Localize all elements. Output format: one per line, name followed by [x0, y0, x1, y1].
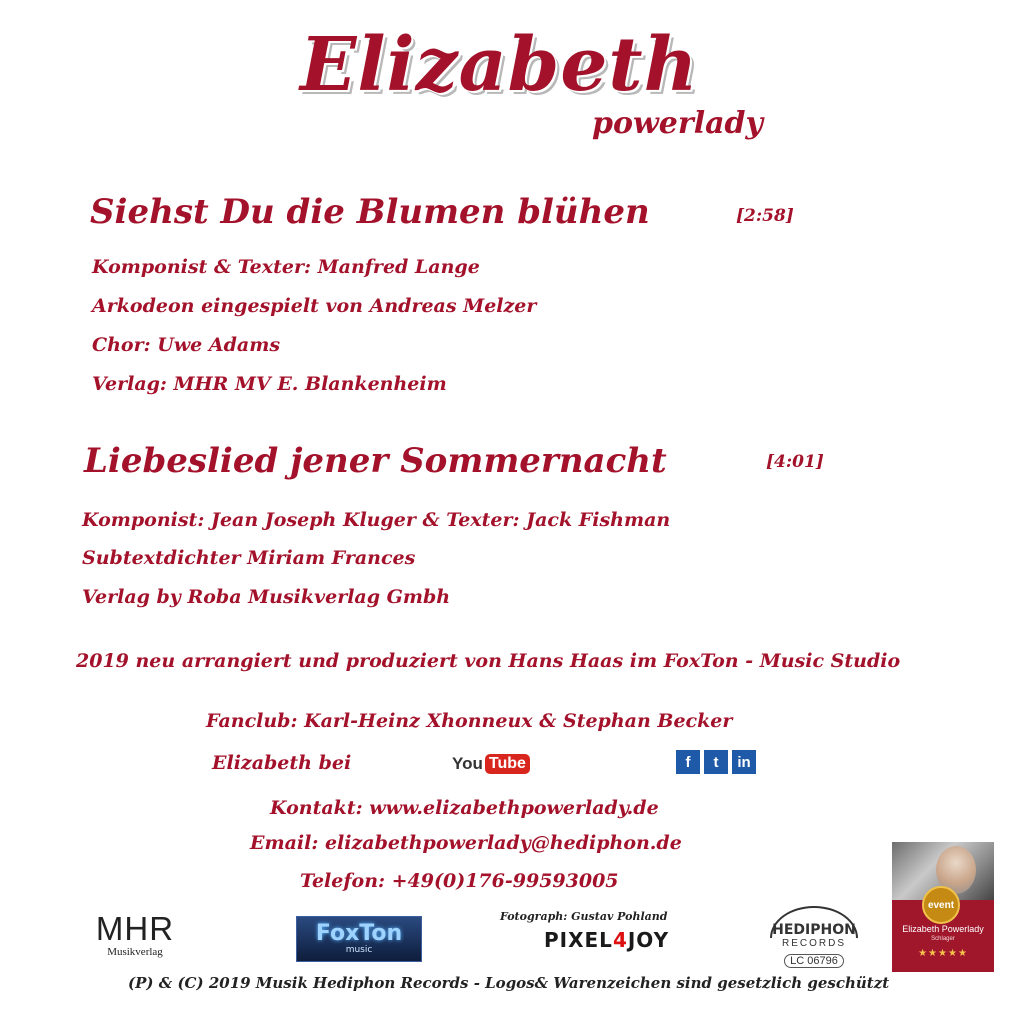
- mhr-logo: [85, 912, 185, 958]
- song-title-2: Liebeslied jener Sommernacht: [84, 441, 667, 481]
- song-2-credit: Subtextdichter Miriam Frances: [82, 547, 416, 569]
- event-card-name: Elizabeth Powerlady: [902, 924, 984, 934]
- youtube-icon: You: [452, 754, 483, 773]
- song-1-credit: Chor: Uwe Adams: [92, 334, 281, 356]
- facebook-icon[interactable]: f: [676, 750, 700, 774]
- song-1-credit: Verlag: MHR MV E. Blankenheim: [92, 373, 447, 395]
- song-1-credit: Komponist & Texter: Manfred Lange: [92, 256, 480, 278]
- song-1-credit: Arkodeon eingespielt von Andreas Melzer: [92, 295, 537, 317]
- foxton-logo-text: FoxTon: [315, 921, 403, 946]
- social-label: Elizabeth bei: [212, 752, 352, 774]
- hediphon-records-text: RECORDS: [781, 938, 846, 949]
- contact-phone: Telefon: +49(0)176-99593005: [300, 870, 619, 892]
- foxton-logo-subtext: music: [345, 945, 373, 955]
- production-note: 2019 neu arrangiert und produziert von Hans Haas im FoxTon - Music Studio: [76, 650, 901, 672]
- song-duration-2: [4:01]: [766, 452, 824, 472]
- pixel4joy-part-c: JOY: [627, 928, 670, 952]
- pixel4joy-part-a: PIXEL: [544, 928, 613, 952]
- fanclub-text: Fanclub: Karl-Heinz Xhonneux & Stephan Becker: [206, 710, 733, 732]
- song-2-credit: Komponist: Jean Joseph Kluger & Texter: Jack Fishman: [82, 509, 671, 531]
- hediphon-logo-text: HEDIPHON: [770, 906, 858, 938]
- mhr-logo-subtext: Musikverlag: [107, 946, 163, 958]
- artist-title: Elizabeth: [300, 22, 699, 108]
- star-rating-icon: ★★★★★: [918, 948, 968, 959]
- pixel4joy-part-b: 4: [612, 928, 628, 952]
- social-icons: [676, 750, 756, 774]
- event-card: [892, 842, 994, 972]
- contact-email[interactable]: Email: elizabethpowerlady@hediphon.de: [250, 832, 682, 854]
- photographer-credit: Fotograph: Gustav Pohland: [500, 910, 668, 923]
- youtube-tube-label: Tube: [485, 754, 530, 774]
- linkedin-icon[interactable]: in: [732, 750, 756, 774]
- foxton-logo: [296, 916, 422, 962]
- mhr-logo-text: MHR: [95, 910, 175, 947]
- artist-subtitle: powerlady: [592, 106, 763, 141]
- song-duration-1: [2:58]: [736, 206, 794, 226]
- label-code: LC 06796: [784, 954, 844, 968]
- youtube-link[interactable]: [452, 752, 530, 776]
- twitter-icon[interactable]: t: [704, 750, 728, 774]
- song-2-credit: Verlag by Roba Musikverlag Gmbh: [82, 586, 451, 608]
- copyright-footer: (P) & (C) 2019 Musik Hediphon Records - Logos& Warenzeichen sind gesetzlich geschützt: [128, 974, 890, 992]
- hediphon-logo: [770, 906, 858, 968]
- contact-web[interactable]: Kontakt: www.elizabethpowerlady.de: [270, 797, 659, 819]
- event-card-sub: Schlager: [931, 936, 955, 942]
- pixel4joy-logo: [544, 928, 669, 952]
- event-badge-icon: event: [922, 886, 960, 924]
- song-title-1: Siehst Du die Blumen blühen: [90, 192, 650, 232]
